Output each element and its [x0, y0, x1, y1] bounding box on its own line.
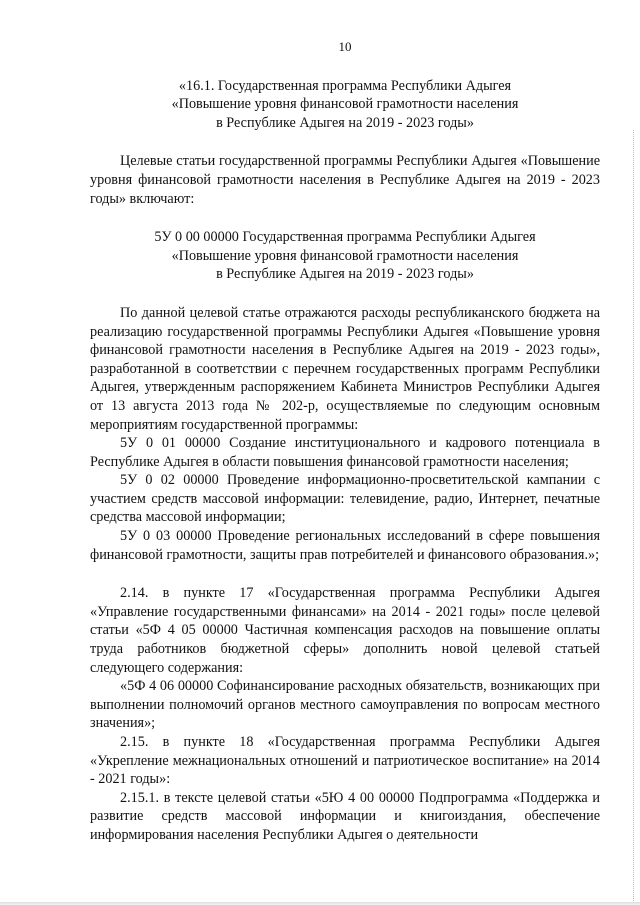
- program-code-title: [90, 228, 600, 284]
- program-code-line: 5У 0 00 00000 Государственная программа Республики Адыгея: [154, 229, 536, 246]
- section-title-line: в Республике Адыгея на 2019 - 2023 годы»: [216, 114, 474, 131]
- section-title-line: «Повышение уровня финансовой грамотности населения: [171, 96, 519, 113]
- section-title: [90, 77, 600, 133]
- page-number: 10: [338, 39, 352, 54]
- scan-margin-marks: [631, 130, 634, 905]
- item-2-14: 2.14. в пункте 17 «Государственная программа Республики Адыгея «Управление государственными финансами» на 2014 - 2021 годы» после целевой статьи «5Ф 4 05 00000 Частичная компенсация расходов на повышение оплаты труда работников бюджетной сферы» дополнить новой целевой статьей следующего содержания:: [90, 585, 600, 676]
- item-2-14-addition: «5Ф 4 06 00000 Софинансирование расходных обязательств, возникающих при выполнении полномочий органов местного самоуправления по вопросам местного значения»;: [90, 678, 600, 732]
- item-2-15: 2.15. в пункте 18 «Государственная программа Республики Адыгея «Укрепление межнациональных отношений и патриотическое воспитание» на 2014 - 2021 годы»:: [90, 734, 600, 788]
- section-title-line: «16.1. Государственная программа Республики Адыгея: [178, 77, 512, 94]
- measure-item: 5У 0 02 00000 Проведение информационно-просветительской кампании с участием средств массовой информации: телевидение, радио, Интернет, печатные средства массовой информации;: [90, 472, 600, 526]
- measure-item: 5У 0 03 00000 Проведение региональных исследований в сфере повышения финансовой грамотности, защиты прав потребителей и финансового образования.»;: [90, 528, 600, 563]
- body-paragraph: По данной целевой статье отражаются расходы республиканского бюджета на реализацию государственной программы Республики Адыгея «Повышение уровня финансовой грамотности населения в Республике Адыгея на 2019 - 2023 годы», разработанной в соответствии с перечнем государственных программ Республики Адыгея, утвержденным распоряжением Кабинета Министров Республики Адыгея от 13 августа 2013 года № 202-р, осуществляемые по следующим основным мероприятиям государственной программы:: [90, 304, 600, 433]
- program-code-line: в Республике Адыгея на 2019 - 2023 годы»: [216, 266, 474, 283]
- program-code-line: «Повышение уровня финансовой грамотности населения: [171, 247, 519, 264]
- measure-item: 5У 0 01 00000 Создание институционального и кадрового потенциала в Республике Адыгея в области повышения финансовой грамотности населения;: [90, 435, 600, 470]
- item-2-15-1: 2.15.1. в тексте целевой статьи «5Ю 4 00 00000 Подпрограмма «Поддержка и развитие средств массовой информации и книгоиздания, обеспечение информирования населения Республики Адыгея о деятельности: [90, 789, 600, 843]
- intro-paragraph: Целевые статьи государственной программы Республики Адыгея «Повышение уровня финансовой грамотности населения в Республике Адыгея на 2019 - 2023 годы» включают:: [90, 153, 600, 207]
